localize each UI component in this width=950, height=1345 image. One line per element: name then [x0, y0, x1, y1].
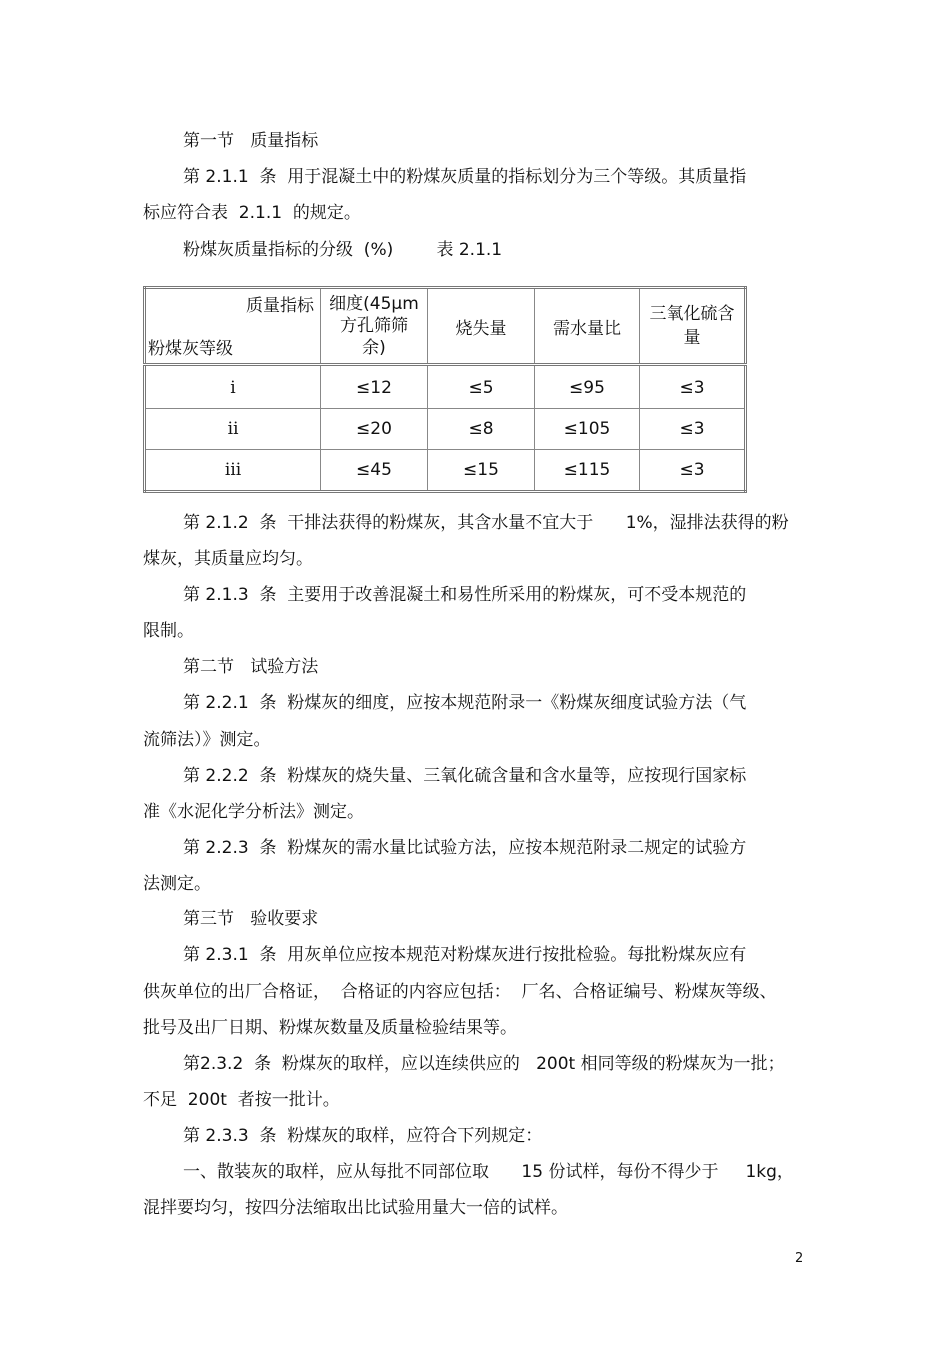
clause-2-3-1: 第 2.3.1 条 用灰单位应按本规范对粉煤灰进行按批检验。每批粉煤灰应有 — [183, 945, 747, 965]
fineness-cell: ≤45 — [321, 450, 428, 492]
clause-2-1-3: 第 2.1.3 条 主要用于改善混凝土和易性所采用的粉煤灰，可不受本规范的 — [183, 585, 747, 605]
quality-index-table — [143, 286, 747, 493]
clause-2-2-2: 第 2.2.2 条 粉煤灰的烧失量、三氧化硫含量和含水量等，应按现行国家标 — [183, 766, 747, 786]
section-heading-2: 第二节 试验方法 — [183, 657, 319, 677]
col-water-ratio: 需水量比 — [535, 288, 640, 365]
table-caption: 粉煤灰质量指标的分级 (%) 表 2.1.1 — [183, 240, 503, 260]
clause-2-3-2-cont: 不足 200t 者按一批计。 — [143, 1090, 340, 1110]
water-cell: ≤115 — [535, 450, 640, 492]
table-header-row — [145, 288, 746, 365]
col-fineness: 细度(45μm 方孔筛筛 余) — [321, 288, 428, 365]
clause-2-3-1-cont-2: 批号及出厂日期、粉煤灰数量及质量检验结果等。 — [143, 1018, 517, 1038]
clause-2-3-3-item-1-cont: 混拌要均匀，按四分法缩取出比试验用量大一倍的试样。 — [143, 1198, 568, 1218]
so3-cell: ≤3 — [640, 450, 746, 492]
grade-cell: ⅱ — [145, 409, 321, 450]
corner-cell — [145, 288, 321, 365]
clause-2-2-1: 第 2.2.1 条 粉煤灰的细度，应按本规范附录一《粉煤灰细度试验方法（气 — [183, 693, 747, 713]
fineness-cell: ≤12 — [321, 365, 428, 409]
section-heading-1: 第一节 质量指标 — [183, 131, 319, 151]
clause-2-3-3: 第 2.3.3 条 粉煤灰的取样，应符合下列规定： — [183, 1126, 543, 1146]
clause-2-1-2: 第 2.1.2 条 干排法获得的粉煤灰，其含水量不宜大于 1%，湿排法获得的粉 — [183, 513, 789, 533]
grade-cell: ⅲ — [145, 450, 321, 492]
page-number: 2 — [795, 1251, 804, 1266]
water-cell: ≤95 — [535, 365, 640, 409]
clause-2-1-2-cont: 煤灰，其质量应均匀。 — [143, 549, 313, 569]
section-heading-3: 第三节 验收要求 — [183, 909, 319, 929]
clause-2-2-3: 第 2.2.3 条 粉煤灰的需水量比试验方法，应按本规范附录二规定的试验方 — [183, 838, 747, 858]
clause-2-3-3-item-1: 一、散装灰的取样，应从每批不同部位取 15 份试样，每份不得少于 1kg， — [183, 1162, 794, 1182]
corner-top-label: 质量指标 — [246, 296, 314, 316]
clause-2-2-3-cont: 法测定。 — [143, 874, 211, 894]
so3-cell: ≤3 — [640, 365, 746, 409]
loss-cell: ≤8 — [428, 409, 535, 450]
col-so3: 三氧化硫含 量 — [640, 288, 746, 365]
water-cell: ≤105 — [535, 409, 640, 450]
so3-cell: ≤3 — [640, 409, 746, 450]
clause-2-1-1: 第 2.1.1 条 用于混凝土中的粉煤灰质量的指标划分为三个等级。其质量指 — [183, 167, 747, 187]
clause-2-2-2-cont: 准《水泥化学分析法》测定。 — [143, 802, 364, 822]
clause-2-1-3-cont: 限制。 — [143, 621, 194, 641]
loss-cell: ≤15 — [428, 450, 535, 492]
corner-bottom-label: 粉煤灰等级 — [148, 339, 233, 359]
table-row — [145, 450, 746, 492]
clause-2-2-1-cont: 流筛法）》测定。 — [143, 730, 271, 750]
table-row — [145, 365, 746, 409]
clause-2-3-1-cont-1: 供灰单位的出厂合格证， 合格证的内容应包括： 厂名、合格证编号、粉煤灰等级、 — [143, 982, 777, 1002]
table-row — [145, 409, 746, 450]
loss-cell: ≤5 — [428, 365, 535, 409]
clause-2-3-2: 第2.3.2 条 粉煤灰的取样，应以连续供应的 200t 相同等级的粉煤灰为一批； — [183, 1054, 785, 1074]
col-loss: 烧失量 — [428, 288, 535, 365]
grade-cell: ⅰ — [145, 365, 321, 409]
clause-2-1-1-cont: 标应符合表 2.1.1 的规定。 — [143, 203, 361, 223]
fineness-cell: ≤20 — [321, 409, 428, 450]
